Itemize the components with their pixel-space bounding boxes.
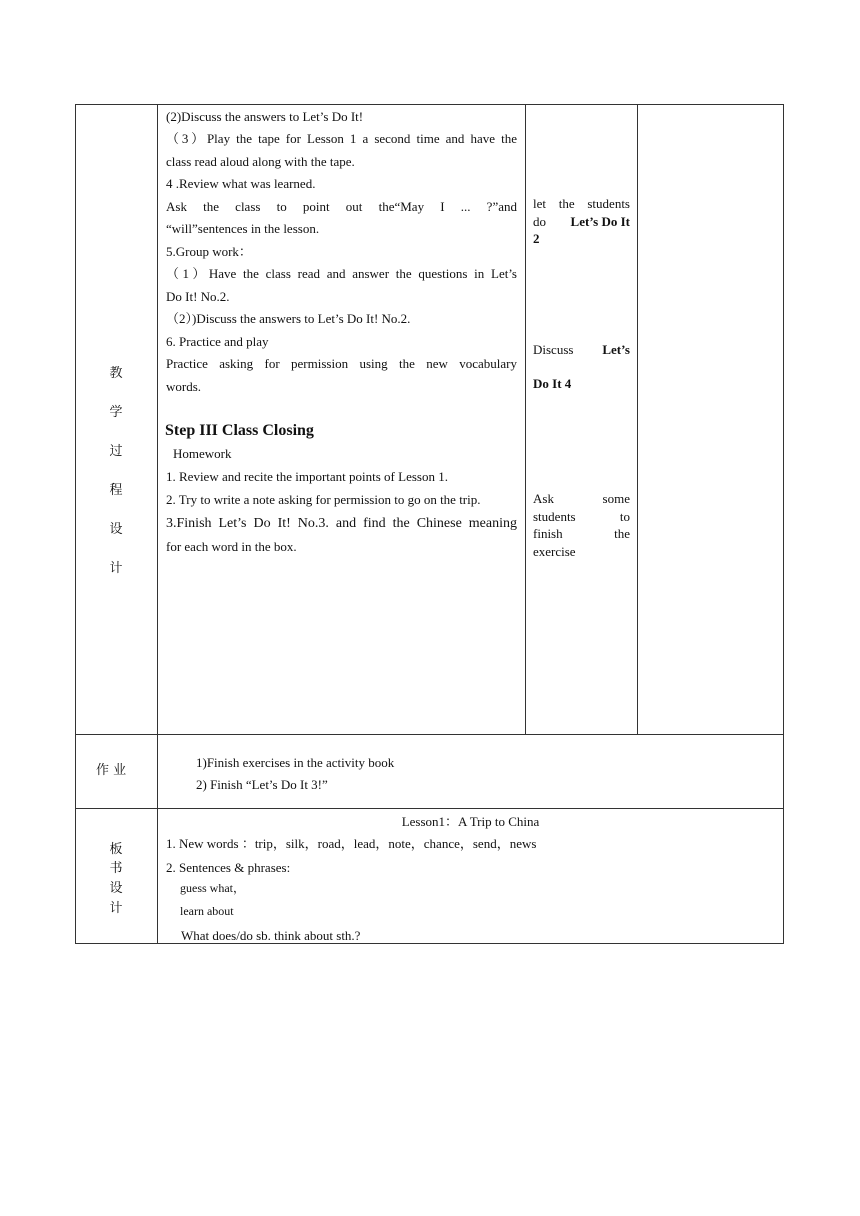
homework-content-cell: [157, 734, 784, 809]
homework-line-3: 3.Finish Let’s Do It! No.3. and find the Chinese meaning: [166, 516, 517, 531]
note2-prefix: Discuss: [533, 342, 574, 357]
board-phrase-2: learn about: [180, 904, 234, 918]
homework-section-line-2: 2) Finish “Let’s Do It 3!”: [196, 777, 328, 792]
content-line-5: Ask the class to point out the“May I ... ?”and: [166, 199, 517, 214]
process-label-char-3: 过: [109, 444, 123, 459]
board-label-char-3: 设: [109, 881, 123, 896]
content-line-9: Do It! No.2.: [166, 289, 230, 304]
content-line-3: class read aloud along with the tape.: [166, 154, 355, 169]
board-label-cell: [75, 808, 158, 944]
content-line-13: words.: [166, 379, 202, 394]
note1-line-2-prefix: do: [533, 214, 546, 229]
note1-line-3-bold: 2: [533, 231, 540, 246]
content-line-10: （2）)Discuss the answers to Let’s Do It! No.2.: [166, 311, 411, 326]
note3-line-3: finish the: [533, 526, 630, 541]
homework-line-2: 2. Try to write a note asking for permission to go on the trip.: [166, 492, 481, 507]
note1-line-3: [533, 232, 540, 246]
note2-bold: Let’s: [602, 342, 630, 357]
content-line-6: “will”sentences in the lesson.: [166, 221, 320, 236]
homework-section-line-1: 1)Finish exercises in the activity book: [196, 755, 395, 770]
homework-line-1: 1. Review and recite the important points of Lesson 1.: [166, 469, 448, 484]
note1-line-2-bold: Let’s Do It: [570, 214, 630, 229]
board-sentences-label: 2. Sentences & phrases:: [166, 860, 291, 875]
board-label-char-1: 板: [109, 842, 123, 857]
process-label-char-5: 设: [109, 522, 123, 537]
board-phrase-3: What does/do sb. think about sth.?: [181, 928, 361, 943]
homework-section-label: 作 业: [96, 763, 127, 778]
board-phrase-1: guess what，: [180, 881, 245, 895]
note3-line-4: exercise: [533, 544, 576, 559]
board-title: Lesson1：A Trip to China: [401, 814, 540, 829]
note2-line-1: [533, 343, 630, 357]
content-line-4: 4 .Review what was learned.: [166, 176, 316, 191]
step-heading: Step III Class Closing: [165, 422, 314, 439]
board-label-char-4: 计: [109, 901, 123, 916]
process-extra-cell: [637, 104, 784, 735]
process-label-char-2: 学: [109, 405, 123, 420]
note1-line-2: [533, 215, 630, 229]
content-line-8: （1）Have the class read and answer the questions in Let’s: [166, 266, 517, 281]
note2-line-2: [533, 377, 571, 391]
process-label-char-4: 程: [109, 483, 123, 498]
process-label-char-6: 计: [109, 561, 123, 576]
board-label-char-2: 书: [109, 861, 123, 876]
content-line-12: Practice asking for permission using the new vocabulary: [166, 356, 517, 371]
board-new-words: 1. New words ：trip，silk，road，lead，note，chance，send，news: [166, 836, 537, 851]
homework-label: Homework: [173, 446, 232, 461]
note3-line-1: Ask some: [533, 491, 630, 506]
content-line-11: 6. Practice and play: [166, 334, 269, 349]
process-label-char-1: 教: [109, 366, 123, 381]
note3-line-2: students to: [533, 509, 630, 524]
note2-line-2-bold: Do It 4: [533, 376, 572, 391]
homework-line-4: for each word in the box.: [166, 539, 297, 554]
content-line-7: 5.Group work：: [166, 244, 252, 259]
content-line-2: （3）Play the tape for Lesson 1 a second time and have the: [166, 131, 517, 146]
note1-line-1-text: let the students: [533, 196, 630, 211]
content-line-1: (2)Discuss the answers to Let’s Do It!: [166, 109, 364, 124]
note1-line-1: [533, 197, 630, 211]
